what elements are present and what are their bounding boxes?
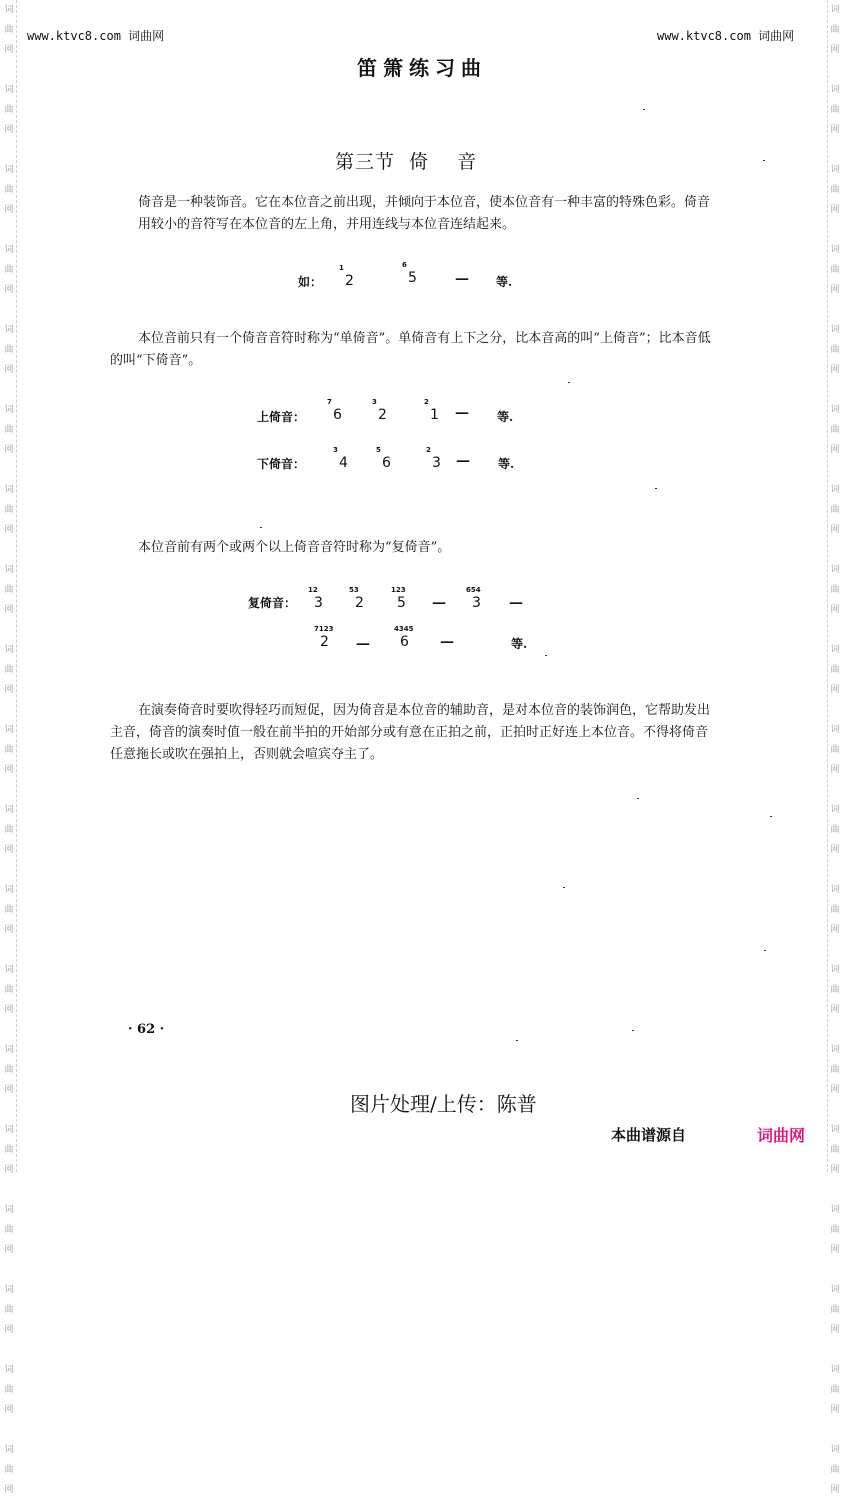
upload-credit: 图片处理/上传：陈普 [350,1092,537,1116]
scan-speck [563,887,565,888]
grace-note: 2 [424,398,429,406]
grace-note: 6 [402,261,407,269]
main-note: 3 [432,455,441,471]
grace-note: 1 [339,264,344,272]
deng-mark: 等. [496,275,513,289]
grace-note: 12 [308,586,318,594]
grace-note: 3 [372,398,377,406]
scan-speck [516,1040,518,1041]
grace-note: 4345 [394,625,414,633]
example-lower-label: 下倚音： [257,457,306,471]
note [372,398,387,423]
deng-mark: 等. [497,410,514,424]
note [376,446,391,471]
note [349,586,364,611]
note [424,398,439,423]
note [333,446,348,471]
scan-speck [637,798,639,799]
scan-speck [632,1030,634,1031]
dash: — [456,453,470,469]
scan-speck [770,816,772,817]
dash: — [455,405,469,421]
note [339,264,354,289]
main-note: 2 [345,273,354,289]
note [327,398,342,423]
paragraph-compound-grace: 本位音前有两个或两个以上倚音音符时称为“复倚音”。 [138,540,451,555]
paragraph-intro: 倚音是一种装饰音。它在本位音之前出现，并倾向于本位音，使本位音有一种丰富的特殊色彩。倚音用较小的音符写在本位音的左上角，并用连线与本位音连结起来。 [138,195,711,232]
note [308,586,323,611]
dash: — [509,595,523,611]
main-note: 4 [339,455,348,471]
source-site-link[interactable]: 词曲网 [757,1126,806,1145]
scan-speck [568,382,570,383]
main-note: 6 [400,634,409,650]
note [394,625,414,650]
watermark-right: www.ktvc8.com 词曲网 [657,29,795,43]
main-note: 2 [320,634,329,650]
main-note: 3 [314,595,323,611]
scan-speck [764,950,766,951]
dash: — [356,636,370,652]
section-title: 第三节 倚 音 [335,151,478,173]
side-watermark-right: 词 曲 网 词 曲 网 词 曲 网 词 曲 网 词 曲 网 词 曲 网 词 曲 网 词 曲 网 词 曲 网 词 曲 网 词 曲 网 词 曲 网 词 曲 网 词 曲 网 词 曲 网 词 曲 网 词 曲 网 词 曲 网 词 曲 网 [827,0,842,1172]
paragraph-performance: 在演奏倚音时要吹得轻巧而短促，因为倚音是本位音的辅助音，是对本位音的装饰润色，它帮助发出主音，倚音的演奏时值一般在前半拍的开始部分或有意在正拍之前，正拍时正好连上本位音。不得将倚音任意拖长或吹在强拍上，否则就会喧宾夺主了。 [110,703,711,762]
note [402,261,417,286]
side-watermark-left: 词 曲 网 词 曲 网 词 曲 网 词 曲 网 词 曲 网 词 曲 网 词 曲 网 词 曲 网 词 曲 网 词 曲 网 词 曲 网 词 曲 网 词 曲 网 词 曲 网 词 曲 网 词 曲 网 词 曲 网 词 曲 网 词 曲 网 [2,0,17,1172]
example-ru-label: 如： [298,275,323,289]
source-label: 本曲谱源自 [611,1126,687,1144]
dash: — [455,271,469,287]
dash: — [440,634,454,650]
note [314,625,334,650]
main-note: 2 [355,595,364,611]
scan-speck [655,488,657,489]
grace-note: 7123 [314,625,334,633]
grace-note: 123 [391,586,406,594]
note [466,586,481,611]
scan-speck [545,655,547,656]
book-title: 笛箫练习曲 [357,56,487,80]
grace-note: 654 [466,586,481,594]
example-compound-label: 复倚音： [248,596,297,610]
main-note: 6 [382,455,391,471]
main-note: 6 [333,407,342,423]
watermark-left: www.ktvc8.com 词曲网 [27,29,165,43]
main-note: 3 [472,595,481,611]
main-note: 2 [378,407,387,423]
scan-speck [260,527,262,528]
main-note: 5 [397,595,406,611]
grace-note: 2 [426,446,431,454]
note [391,586,406,611]
grace-note: 7 [327,398,332,406]
scan-speck [643,109,645,110]
page-number: · 62 · [128,1022,165,1037]
example-upper-label: 上倚音： [257,410,306,424]
scan-speck [763,160,765,161]
dash: — [432,595,446,611]
paragraph-single-grace: 本位音前只有一个倚音音符时称为“单倚音”。单倚音有上下之分，比本音高的叫“上倚音”；比本音低的叫“下倚音”。 [110,331,711,368]
note [426,446,441,471]
grace-note: 5 [376,446,381,454]
grace-note: 53 [349,586,359,594]
deng-mark: 等. [511,637,528,651]
main-note: 5 [408,270,417,286]
main-note: 1 [430,407,439,423]
deng-mark: 等. [498,457,515,471]
grace-note: 3 [333,446,338,454]
